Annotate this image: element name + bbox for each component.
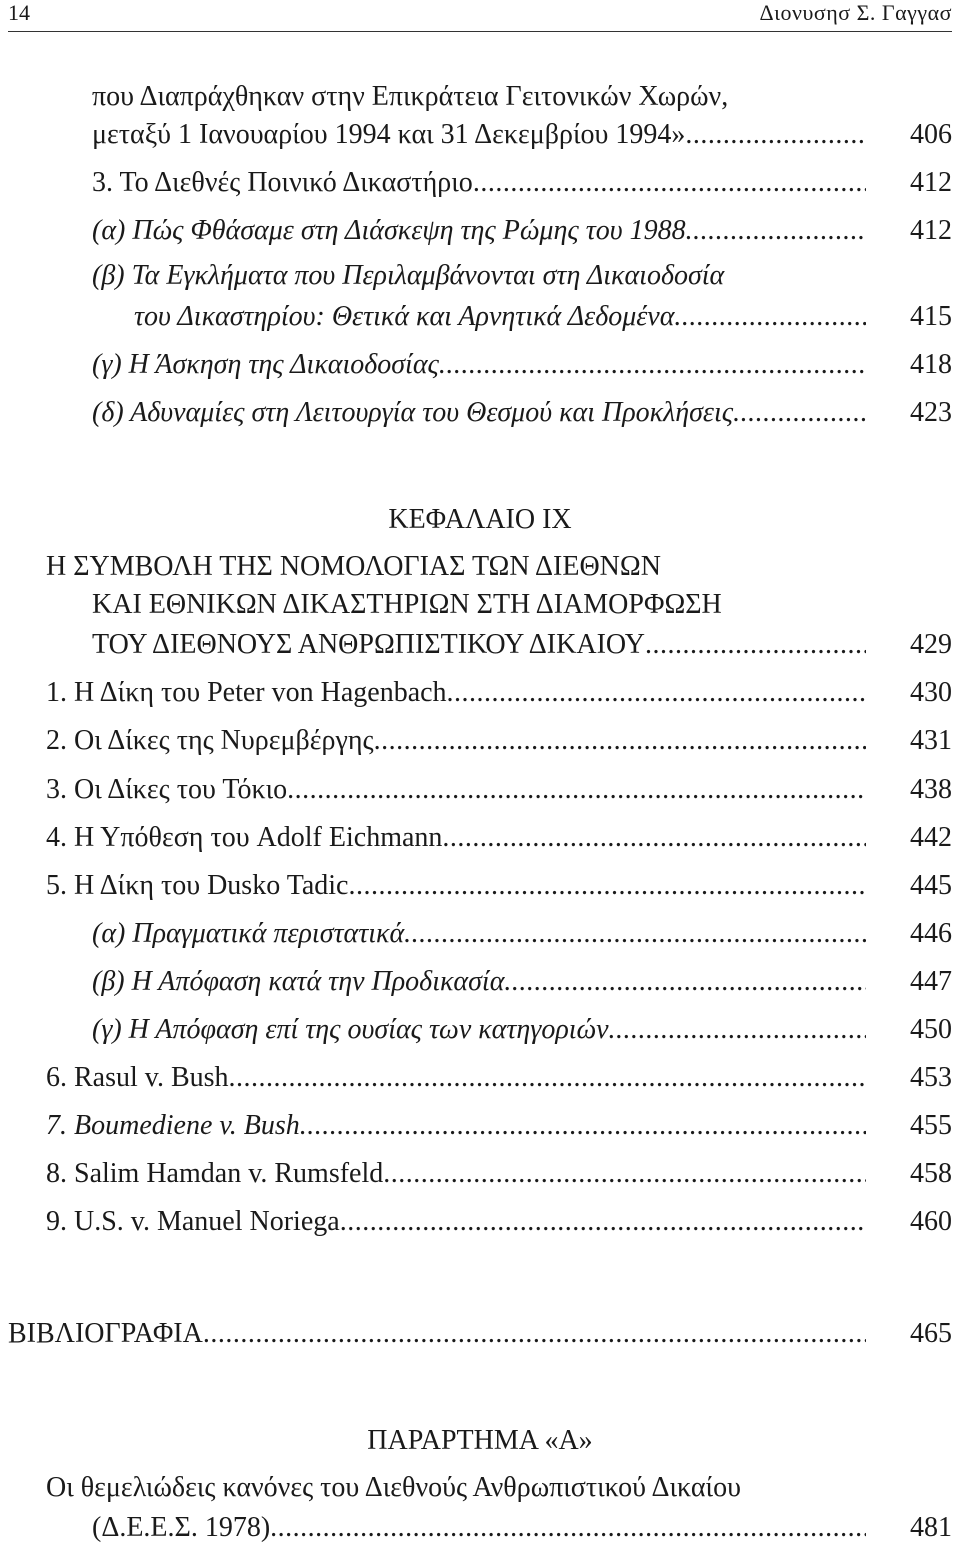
toc-entry[interactable]	[46, 818, 952, 858]
appendix-title-entry[interactable]	[92, 1508, 952, 1548]
toc-entry-text: (γ) Η Απόφαση επί της ουσίας των κατηγοριών	[92, 1014, 609, 1045]
appendix-label-text: ΠΑΡΑΡΤΗΜΑ «Α»	[367, 1425, 593, 1456]
dot-leader	[442, 818, 866, 858]
dot-leader	[674, 297, 866, 337]
chapter-label	[0, 500, 960, 540]
appendix-label	[0, 1421, 960, 1461]
chapter-title-line	[46, 547, 661, 587]
toc-page-number: 465	[910, 1318, 952, 1349]
toc-entry-text: 1. Η Δίκη του Peter von Hagenbach	[46, 677, 447, 708]
toc-entry-text: του Δικαστηρίου: Θετικά και Αρνητικά Δεδομένα	[134, 301, 675, 332]
bibliography-entry[interactable]	[8, 1314, 952, 1354]
chapter-title-line	[92, 585, 722, 625]
dot-leader	[383, 1154, 866, 1194]
toc-entry[interactable]	[46, 1202, 952, 1242]
toc-subentry[interactable]	[92, 1010, 952, 1050]
toc-page-number: 431	[910, 725, 952, 756]
toc-page-number: 415	[910, 301, 952, 332]
dot-leader	[270, 1508, 866, 1548]
dot-leader	[645, 625, 866, 665]
header-rule	[8, 31, 952, 32]
appendix-title-text: Οι θεμελιώδεις κανόνες του Διεθνούς Ανθρωπιστικού Δικαίου	[46, 1472, 741, 1503]
toc-page-number: 418	[910, 349, 952, 380]
chapter-title-entry[interactable]	[92, 625, 952, 665]
toc-subentry[interactable]	[92, 914, 952, 954]
chapter-title-text: Η ΣΥΜΒΟΛΗ ΤΗΣ ΝΟΜΟΛΟΓΙΑΣ ΤΩΝ ΔΙΕΘΝΩΝ	[46, 551, 661, 582]
toc-entry-text: (δ) Αδυναμίες στη Λειτουργία του Θεσμού και Προκλήσεις	[92, 397, 734, 428]
toc-entry[interactable]	[46, 721, 952, 761]
toc-page-number: 455	[910, 1110, 952, 1141]
toc-entry[interactable]	[46, 1106, 952, 1146]
toc-page-number: 445	[910, 870, 952, 901]
toc-page-number: 458	[910, 1158, 952, 1189]
running-title	[759, 0, 952, 26]
toc-page-number: 406	[910, 119, 952, 150]
toc-page-number: 423	[910, 397, 952, 428]
dot-leader	[300, 1106, 866, 1146]
dot-leader	[439, 345, 866, 385]
toc-entry-text: που Διαπράχθηκαν στην Επικράτεια Γειτονικών Χωρών,	[92, 81, 729, 112]
appendix-title-line	[46, 1468, 741, 1508]
toc-subentry[interactable]	[134, 297, 952, 337]
toc-entry[interactable]	[46, 1154, 952, 1194]
chapter-title-text: ΚΑΙ ΕΘΝΙΚΩΝ ΔΙΚΑΣΤΗΡΙΩΝ ΣΤΗ ΔΙΑΜΟΡΦΩΣΗ	[92, 589, 722, 620]
page-number: 14	[8, 0, 30, 25]
toc-page-number: 447	[910, 966, 952, 997]
toc-entry[interactable]	[46, 1058, 952, 1098]
toc-entry-text: (β) Η Απόφαση κατά την Προδικασία	[92, 966, 505, 997]
running-title-text: Διονυσησ Σ. Γαγγασ	[759, 0, 952, 25]
toc-entry[interactable]	[92, 163, 952, 203]
toc-entry[interactable]	[46, 673, 952, 713]
toc-entry-text: 2. Οι Δίκες της Νυρεμβέργης	[46, 725, 374, 756]
toc-entry[interactable]	[46, 866, 952, 906]
chapter-title-text: ΤΟΥ ΔΙΕΘΝΟΥΣ ΑΝΘΡΩΠΙΣΤΙΚΟΥ ΔΙΚΑΙΟΥ	[92, 629, 645, 660]
toc-entry-text: (α) Πώς Φθάσαμε στη Διάσκεψη της Ρώμης του 1988	[92, 215, 686, 246]
toc-entry-text: (γ) Η Άσκηση της Δικαιοδοσίας	[92, 349, 439, 380]
dot-leader	[609, 1010, 866, 1050]
toc-subentry[interactable]	[92, 345, 952, 385]
toc-page-number: 412	[910, 215, 952, 246]
toc-page-number: 442	[910, 822, 952, 853]
toc-entry-text: 6. Rasul v. Bush	[46, 1062, 229, 1093]
toc-entry-text: 5. Η Δίκη του Dusko Tadic	[46, 870, 349, 901]
toc-entry-text: 4. Η Υπόθεση του Adolf Eichmann	[46, 822, 443, 853]
toc-page-number: 429	[910, 629, 952, 660]
dot-leader	[229, 1058, 866, 1098]
toc-subentry[interactable]	[92, 962, 952, 1002]
toc-entry-text: 8. Salim Hamdan v. Rumsfeld	[46, 1158, 384, 1189]
toc-entry-text: 9. U.S. v. Manuel Noriega	[46, 1206, 340, 1237]
toc-subentry[interactable]	[92, 393, 952, 433]
dot-leader	[733, 393, 866, 433]
toc-entry-text: (β) Τα Εγκλήματα που Περιλαμβάνονται στη Δικαιοδοσία	[92, 260, 725, 291]
toc-subentry	[92, 256, 724, 296]
toc-page-number: 446	[910, 918, 952, 949]
toc-subentry[interactable]	[92, 211, 952, 251]
dot-leader	[404, 914, 866, 954]
dot-leader	[447, 673, 866, 713]
dot-leader	[340, 1202, 866, 1242]
toc-entry	[92, 77, 728, 117]
toc-page-number: 453	[910, 1062, 952, 1093]
toc-page-number: 460	[910, 1206, 952, 1237]
toc-entry-text: 3. Το Διεθνές Ποινικό Δικαστήριο	[92, 167, 473, 198]
chapter-label-text: ΚΕΦΑΛΑΙΟ IX	[388, 504, 572, 535]
dot-leader	[348, 866, 866, 906]
toc-entry-text: 3. Οι Δίκες του Τόκιο	[46, 774, 288, 805]
dot-leader	[686, 211, 866, 251]
bibliography-text: ΒΙΒΛΙΟΓΡΑΦΙΑ	[8, 1318, 203, 1349]
toc-entry[interactable]	[46, 770, 952, 810]
dot-leader	[504, 962, 866, 1002]
dot-leader	[203, 1314, 866, 1354]
toc-entry-text: μεταξύ 1 Ιανουαρίου 1994 και 31 Δεκεμβρίου 1994»	[92, 119, 686, 150]
toc-entry-text: (α) Πραγματικά περιστατικά	[92, 918, 405, 949]
toc-page-number: 430	[910, 677, 952, 708]
dot-leader	[287, 770, 866, 810]
page-header	[8, 0, 952, 30]
toc-page-number: 438	[910, 774, 952, 805]
dot-leader	[473, 163, 866, 203]
toc-entry[interactable]	[92, 115, 952, 155]
toc-entry-text: 7. Boumediene v. Bush	[46, 1110, 300, 1141]
dot-leader	[685, 115, 866, 155]
toc-page-number: 412	[910, 167, 952, 198]
appendix-title-text: (Δ.Ε.Ε.Σ. 1978)	[92, 1512, 271, 1543]
dot-leader	[374, 721, 866, 761]
toc-page-number: 481	[910, 1512, 952, 1543]
toc-page-number: 450	[910, 1014, 952, 1045]
